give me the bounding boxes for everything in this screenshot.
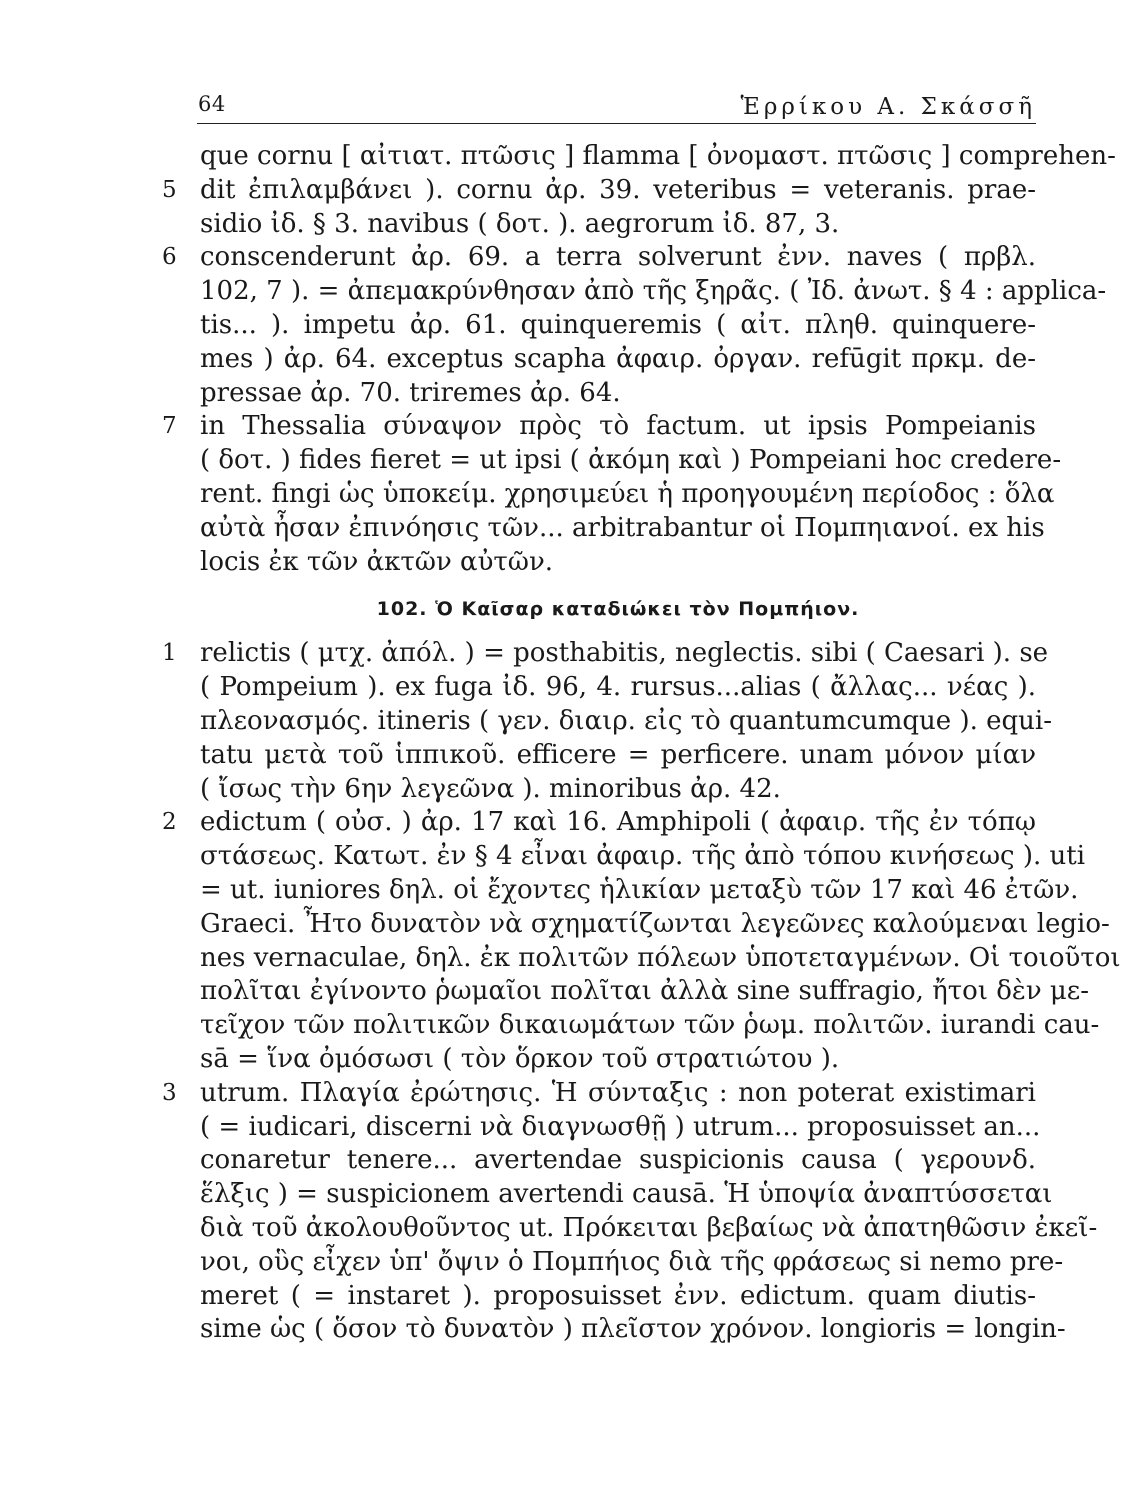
- text-line: ( Pompeium ). ex fuga ἰδ. 96, 4. rursus...alias ( ἄλλας... νέας ).: [200, 672, 1036, 703]
- text-line: meret ( = instaret ). proposuisset ἐνν. edictum. quam diutis-: [200, 1280, 1036, 1311]
- text-line: utrum. Πλαγία ἐρώτησις. Ἡ σύνταξις : non poterat existimari 3: [200, 1077, 1036, 1111]
- text-line: nes vernaculae, δηλ. ἐκ πολιτῶν πόλεων ὑποτεταγμένων. Οἱ τοιοῦτοι: [200, 942, 1121, 973]
- text-line: que cornu [ αἰτιατ. πτῶσις ] flamma [ ὀνομαστ. πτῶσις ] comprehen-: [200, 141, 1116, 171]
- text-line: in Thessalia σύναψον πρὸς τὸ factum. ut ipsis Pompeianis 7: [200, 410, 1036, 444]
- line-marker: 7: [162, 413, 177, 440]
- text-line: sā = ἵνα ὀμόσωσι ( τὸν ὅρκον τοῦ στρατιώτου ).: [200, 1043, 840, 1074]
- text-line: sidio ἰδ. § 3. navibus ( δοτ. ). aegrorum ἰδ. 87, 3.: [200, 208, 840, 239]
- text-line: ( = iudicari, discerni νὰ διαγνωσθῇ ) utrum... proposuisset an...: [200, 1111, 1041, 1142]
- commentary-block-102: [162, 637, 1121, 1347]
- text-line: conaretur tenere... avertendae suspicionis causa ( γερουνδ.: [200, 1145, 1036, 1176]
- text-line: ( ἴσως τὴν 6ην λεγεῶνα ). minoribus ἀρ. 42.: [200, 773, 781, 804]
- text-line: sime ὡς ( ὅσον τὸ δυνατὸν ) πλεῖστον χρόνον. longioris = longin-: [200, 1314, 1066, 1345]
- running-title: Ἑρρίκου Α. Σκάσσῆ: [740, 94, 1036, 120]
- text-line: pressae ἀρ. 70. triremes ἀρ. 64.: [200, 377, 621, 408]
- text-line: στάσεως. Κατωτ. ἐν § 4 εἶναι ἀφαιρ. τῆς ἀπὸ τόπου κινήσεως ). uti: [200, 841, 1086, 872]
- section-heading: 102. Ὁ Καῖσαρ καταδιώκει τὸν Πομπήιον.: [376, 598, 860, 621]
- page-body: [162, 140, 1121, 1347]
- text-line: edictum ( οὐσ. ) ἀρ. 17 καὶ 16. Amphipoli ( ἀφαιρ. τῆς ἐν τόπῳ 2: [200, 806, 1036, 840]
- text-line: Graeci. Ἦτο δυνατὸν νὰ σχηματίζωνται λεγεῶνες καλούμεναι legio-: [200, 908, 1110, 939]
- text-line: πλεονασμός. itineris ( γεν. διαιρ. εἰς τὸ quantumcumque ). equi-: [200, 705, 1052, 736]
- line-marker: 2: [162, 809, 177, 836]
- text-line: = ut. iuniores δηλ. οἱ ἔχοντες ἡλικίαν μεταξὺ τῶν 17 καὶ 46 ἐτῶν.: [200, 874, 1079, 905]
- text-line: rent. fingi ὡς ὑποκείμ. χρησιμεύει ἡ προηγουμένη περίοδος : ὅλα: [200, 478, 1055, 509]
- line-marker: 6: [162, 244, 177, 271]
- header-rule: [197, 123, 1036, 124]
- text-line: locis ἐκ τῶν ἀκτῶν αὐτῶν.: [200, 546, 554, 577]
- text-line: ( δοτ. ) fides fieret = ut ipsi ( ἀκόμη καὶ ) Pompeiani hoc credere-: [200, 445, 1062, 476]
- text-line: mes ) ἀρ. 64. exceptus scapha ἀφαιρ. ὀργαν. refūgit πρκμ. de-: [200, 343, 1036, 374]
- text-line: 102, 7 ). = ἀπεμακρύνθησαν ἀπὸ τῆς ξηρᾶς. ( Ἰδ. ἀνωτ. § 4 : applica-: [200, 276, 1107, 307]
- text-line: τεῖχον τῶν πολιτικῶν δικαιωμάτων τῶν ῥωμ. πολιτῶν. iurandi cau-: [200, 1010, 1100, 1041]
- text-line: tis... ). impetu ἀρ. 61. quinqueremis ( αἰτ. πληθ. quinquere-: [200, 309, 1036, 340]
- text-line: νοι, οὓς εἶχεν ὑπ' ὄψιν ὁ Πομπήιος διὰ τῆς φράσεως si nemo pre-: [200, 1246, 1064, 1277]
- text-line: tatu μετὰ τοῦ ἱππικοῦ. efficere = perficere. unam μόνον μίαν: [200, 739, 1036, 770]
- text-line: διὰ τοῦ ἀκολουθοῦντος ut. Πρόκειται βεβαίως νὰ ἀπατηθῶσιν ἐκεῖ-: [200, 1212, 1098, 1243]
- line-marker: 1: [162, 640, 177, 667]
- text-line: conscenderunt ἀρ. 69. a terra solverunt ἐνν. naves ( πρβλ. 6: [200, 241, 1036, 275]
- text-line: relictis ( μτχ. ἀπόλ. ) = posthabitis, neglectis. sibi ( Caesari ). se 1: [200, 637, 1036, 671]
- text-line: αὐτὰ ἦσαν ἐπινόησις τῶν... arbitrabantur οἱ Πομπηιανοί. ex his: [200, 512, 1045, 543]
- commentary-block-101: [162, 140, 1116, 579]
- text-line: πολῖται ἐγίνοντο ῥωμαῖοι πολῖται ἀλλὰ sine suffragio, ἤτοι δὲν με-: [200, 976, 1090, 1007]
- line-marker: 3: [162, 1079, 177, 1106]
- text-line: dit ἐπιλαμβάνει ). cornu ἀρ. 39. veteribus = veteranis. prae- 5: [200, 174, 1036, 208]
- text-line: ἕλξις ) = suspicionem avertendi causā. Ἡ ὑποψία ἀναπτύσσεται: [200, 1179, 1053, 1210]
- page-number: 64: [198, 92, 226, 116]
- line-marker: 5: [162, 176, 177, 203]
